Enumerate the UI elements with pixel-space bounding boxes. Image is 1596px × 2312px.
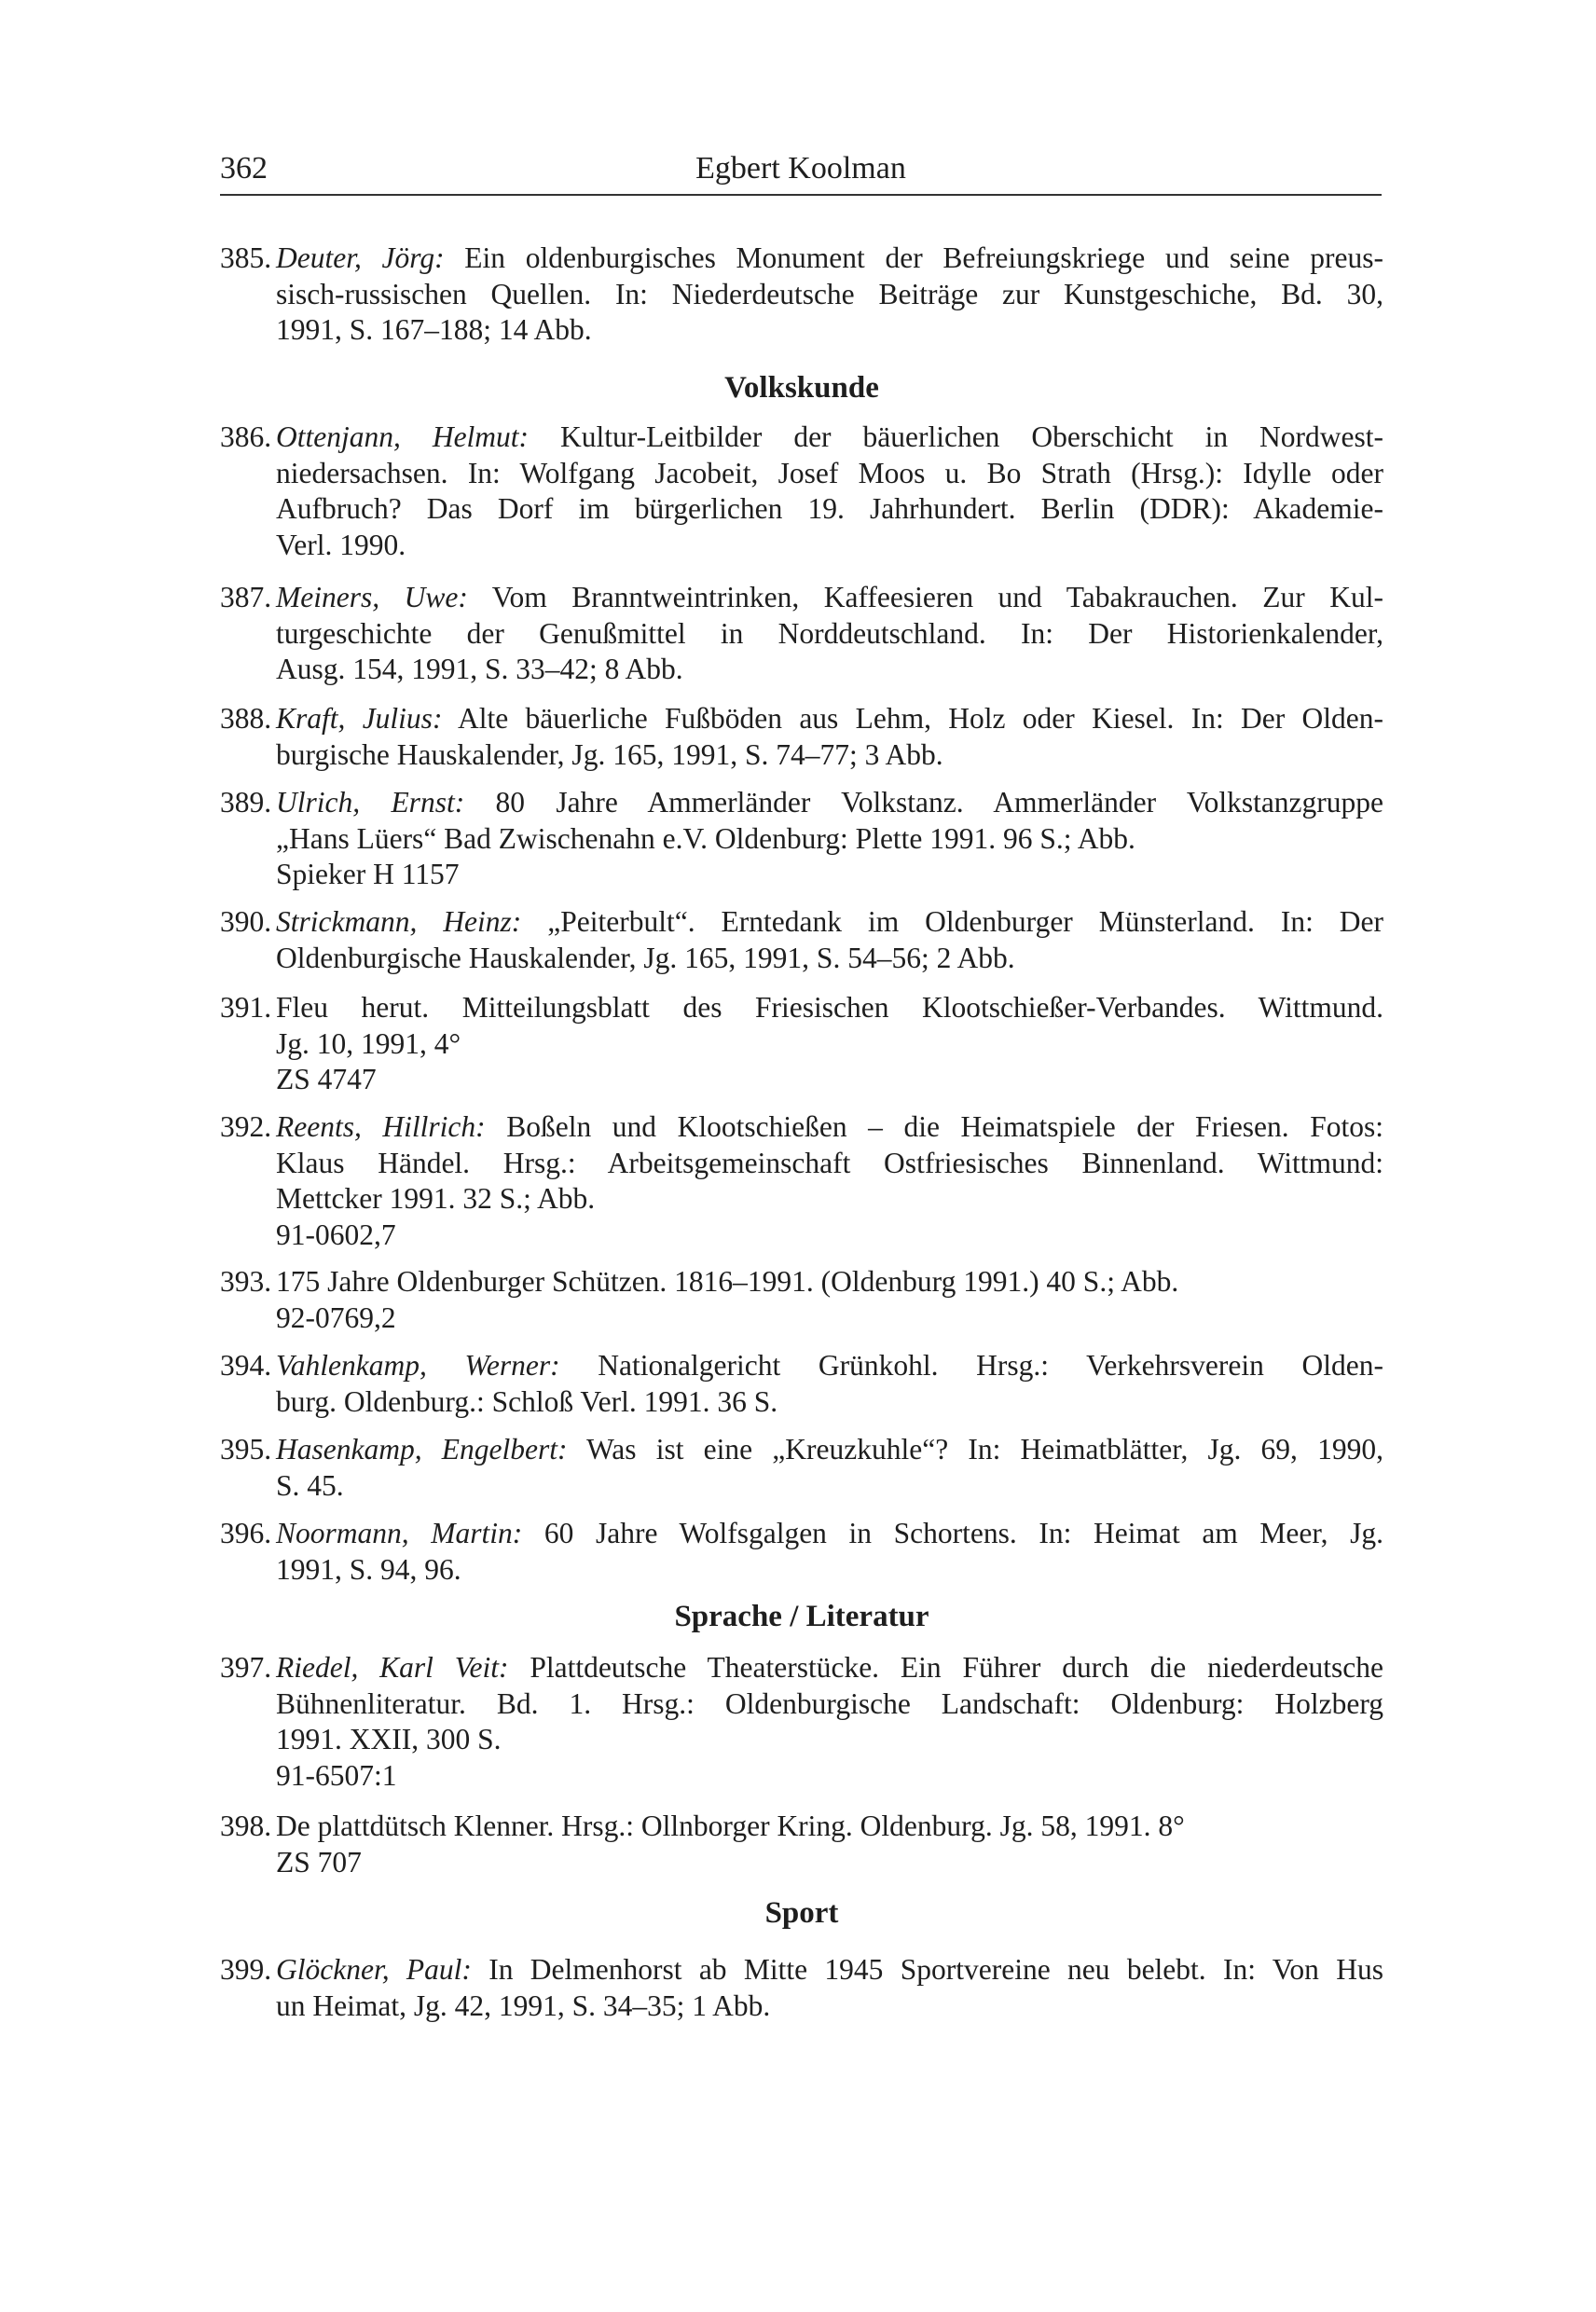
entry-text: 1991, S. 167–188; 14 Abb. (276, 313, 592, 346)
entry-text: Ausg. 154, 1991, S. 33–42; 8 Abb. (276, 653, 683, 685)
entry-number: 394. (220, 1349, 272, 1382)
entry-text: 80 Jahre Ammerländer Volkstanz. Ammerländer Volkstanzgruppe (495, 786, 1384, 819)
entry-author: Ottenjann, Helmut: (276, 420, 530, 453)
entry-text: Kultur-Leitbilder der bäuerlichen Oberschicht in Nordwest- (560, 420, 1384, 453)
entry-text: Klaus Händel. Hrsg.: Arbeitsgemeinschaft Ostfriesisches Binnenland. Wittmund: (276, 1146, 1383, 1179)
entry-author: Meiners, Uwe: (276, 581, 468, 613)
bibliography-entry (220, 241, 1383, 349)
entry-author: Vahlenkamp, Werner: (276, 1349, 560, 1382)
entry-text: Nationalgericht Grünkohl. Hrsg.: Verkehrsverein Olden- (598, 1349, 1383, 1382)
bibliography-entry (220, 580, 1383, 688)
entry-text: Oldenburgische Hauskalender, Jg. 165, 1991, S. 54–56; 2 Abb. (276, 941, 1015, 974)
running-title: Egbert Koolman (695, 151, 906, 186)
entry-text: „Hans Lüers“ Bad Zwischenahn e.V. Oldenburg: Plette 1991. 96 S.; Abb. (276, 821, 1135, 855)
section-heading-sprache-literatur: Sprache / Literatur (674, 1600, 929, 1633)
entry-call-number: ZS 4747 (276, 1063, 377, 1095)
entry-number: 387. (220, 581, 272, 613)
entry-text: turgeschichte der Genußmittel in Norddeutschland. In: Der Historienkalender, (276, 616, 1383, 650)
bibliography-entry (220, 1952, 1383, 2024)
entry-number: 393. (220, 1265, 272, 1298)
bibliography-entry (220, 990, 1383, 1098)
section-heading-volkskunde: Volkskunde (724, 371, 879, 405)
entry-text: Aufbruch? Das Dorf im bürgerlichen 19. Jahrhundert. Berlin (DDR): Akademie- (276, 492, 1383, 525)
entry-text: Plattdeutsche Theaterstücke. Ein Führer durch die niederdeutsche (530, 1651, 1384, 1684)
entry-text: un Heimat, Jg. 42, 1991, S. 34–35; 1 Abb. (276, 1989, 771, 2022)
entry-text: sisch-russischen Quellen. In: Niederdeutsche Beiträge zur Kunstgeschiche, Bd. 30, (276, 277, 1383, 310)
entry-author: Kraft, Julius: (276, 702, 443, 735)
entry-text: Mettcker 1991. 32 S.; Abb. (276, 1182, 596, 1215)
entry-text: S. 45. (276, 1468, 344, 1502)
entry-call-number: Spieker H 1157 (276, 858, 460, 890)
bibliography-entry (220, 904, 1383, 976)
entry-text: Boßeln und Klootschießen – die Heimatspiele der Friesen. Fotos: (506, 1110, 1384, 1143)
entry-call-number: 91-6507:1 (276, 1758, 397, 1792)
entry-text: burg. Oldenburg.: Schloß Verl. 1991. 36 S. (276, 1384, 778, 1418)
bibliography-entry (220, 701, 1383, 773)
entry-text: 60 Jahre Wolfsgalgen in Schortens. In: Heimat am Meer, Jg. (543, 1517, 1383, 1549)
entry-text: De plattdütsch Klenner. Hrsg.: Ollnborger Kring. Oldenburg. Jg. 58, 1991. 8° (276, 1810, 1185, 1842)
entry-number: 396. (220, 1517, 272, 1549)
entry-text: Jg. 10, 1991, 4° (276, 1026, 461, 1060)
section-heading-sport: Sport (764, 1896, 839, 1930)
bibliography-entry (220, 1348, 1383, 1420)
entry-author: Deuter, Jörg: (276, 241, 445, 274)
entry-author: Strickmann, Heinz: (276, 905, 522, 938)
bibliography-entry (220, 420, 1383, 563)
entry-text: niedersachsen. In: Wolfgang Jacobeit, Josef Moos u. Bo Strath (Hrsg.): Idylle oder (276, 456, 1383, 489)
entry-text: 1991. XXII, 300 S. (276, 1723, 502, 1755)
entry-text: „Peiterbult“. Erntedank im Oldenburger Münsterland. In: Der (547, 905, 1383, 938)
bibliography-entry (220, 1432, 1383, 1504)
entry-text: Ein oldenburgisches Monument der Befreiungskriege und seine preus- (464, 241, 1384, 274)
entry-text: Was ist eine „Kreuzkuhle“? In: Heimatblätter, Jg. 69, 1990, (586, 1433, 1383, 1466)
entry-number: 395. (220, 1433, 272, 1466)
entry-author: Noormann, Martin: (276, 1517, 523, 1549)
entry-author: Riedel, Karl Veit: (276, 1651, 509, 1684)
entry-call-number: 91-0602,7 (276, 1218, 396, 1251)
entry-number: 398. (220, 1810, 272, 1842)
entry-number: 385. (220, 241, 272, 274)
entry-number: 399. (220, 1953, 272, 1986)
entry-number: 392. (220, 1110, 272, 1143)
entry-text: 1991, S. 94, 96. (276, 1552, 461, 1586)
bibliography-entry (220, 1264, 1383, 1336)
entry-text: burgische Hauskalender, Jg. 165, 1991, S. 74–77; 3 Abb. (276, 737, 943, 771)
page-header (220, 151, 1382, 196)
entry-author: Reents, Hillrich: (276, 1110, 486, 1143)
entry-text: Vom Branntweintrinken, Kaffeesieren und Tabakrauchen. Zur Kul- (491, 581, 1384, 613)
bibliography-entry (220, 785, 1383, 893)
entry-text: Verl. 1990. (276, 528, 406, 561)
entry-number: 386. (220, 420, 272, 453)
entry-text: In Delmenhorst ab Mitte 1945 Sportvereine neu belebt. In: Von Hus (488, 1953, 1383, 1986)
entry-number: 397. (220, 1651, 272, 1684)
entry-call-number: 92-0769,2 (276, 1300, 396, 1334)
entry-number: 390. (220, 905, 272, 938)
entry-text: Fleu herut. Mitteilungsblatt des Friesischen Klootschießer-Verbandes. Wittmund. (276, 991, 1383, 1024)
entry-text: 175 Jahre Oldenburger Schützen. 1816–1991. (Oldenburg 1991.) 40 S.; Abb. (276, 1265, 1179, 1298)
bibliography-entry (220, 1109, 1383, 1253)
entry-number: 388. (220, 702, 272, 735)
bibliography-entry (220, 1516, 1383, 1588)
entry-text: Bühnenliteratur. Bd. 1. Hrsg.: Oldenburgische Landschaft: Oldenburg: Holzberg (276, 1686, 1383, 1720)
bibliography-entry (220, 1809, 1383, 1880)
entry-number: 389. (220, 786, 272, 819)
entry-text: Alte bäuerliche Fußböden aus Lehm, Holz oder Kiesel. In: Der Olden- (458, 702, 1383, 735)
entry-call-number: ZS 707 (276, 1845, 362, 1878)
entry-number: 391. (220, 991, 272, 1024)
bibliography-entry (220, 1650, 1383, 1794)
page-number: 362 (220, 151, 268, 186)
entry-author: Glöckner, Paul: (276, 1953, 472, 1986)
entry-author: Ulrich, Ernst: (276, 786, 465, 819)
entry-author: Hasenkamp, Engelbert: (276, 1433, 568, 1466)
